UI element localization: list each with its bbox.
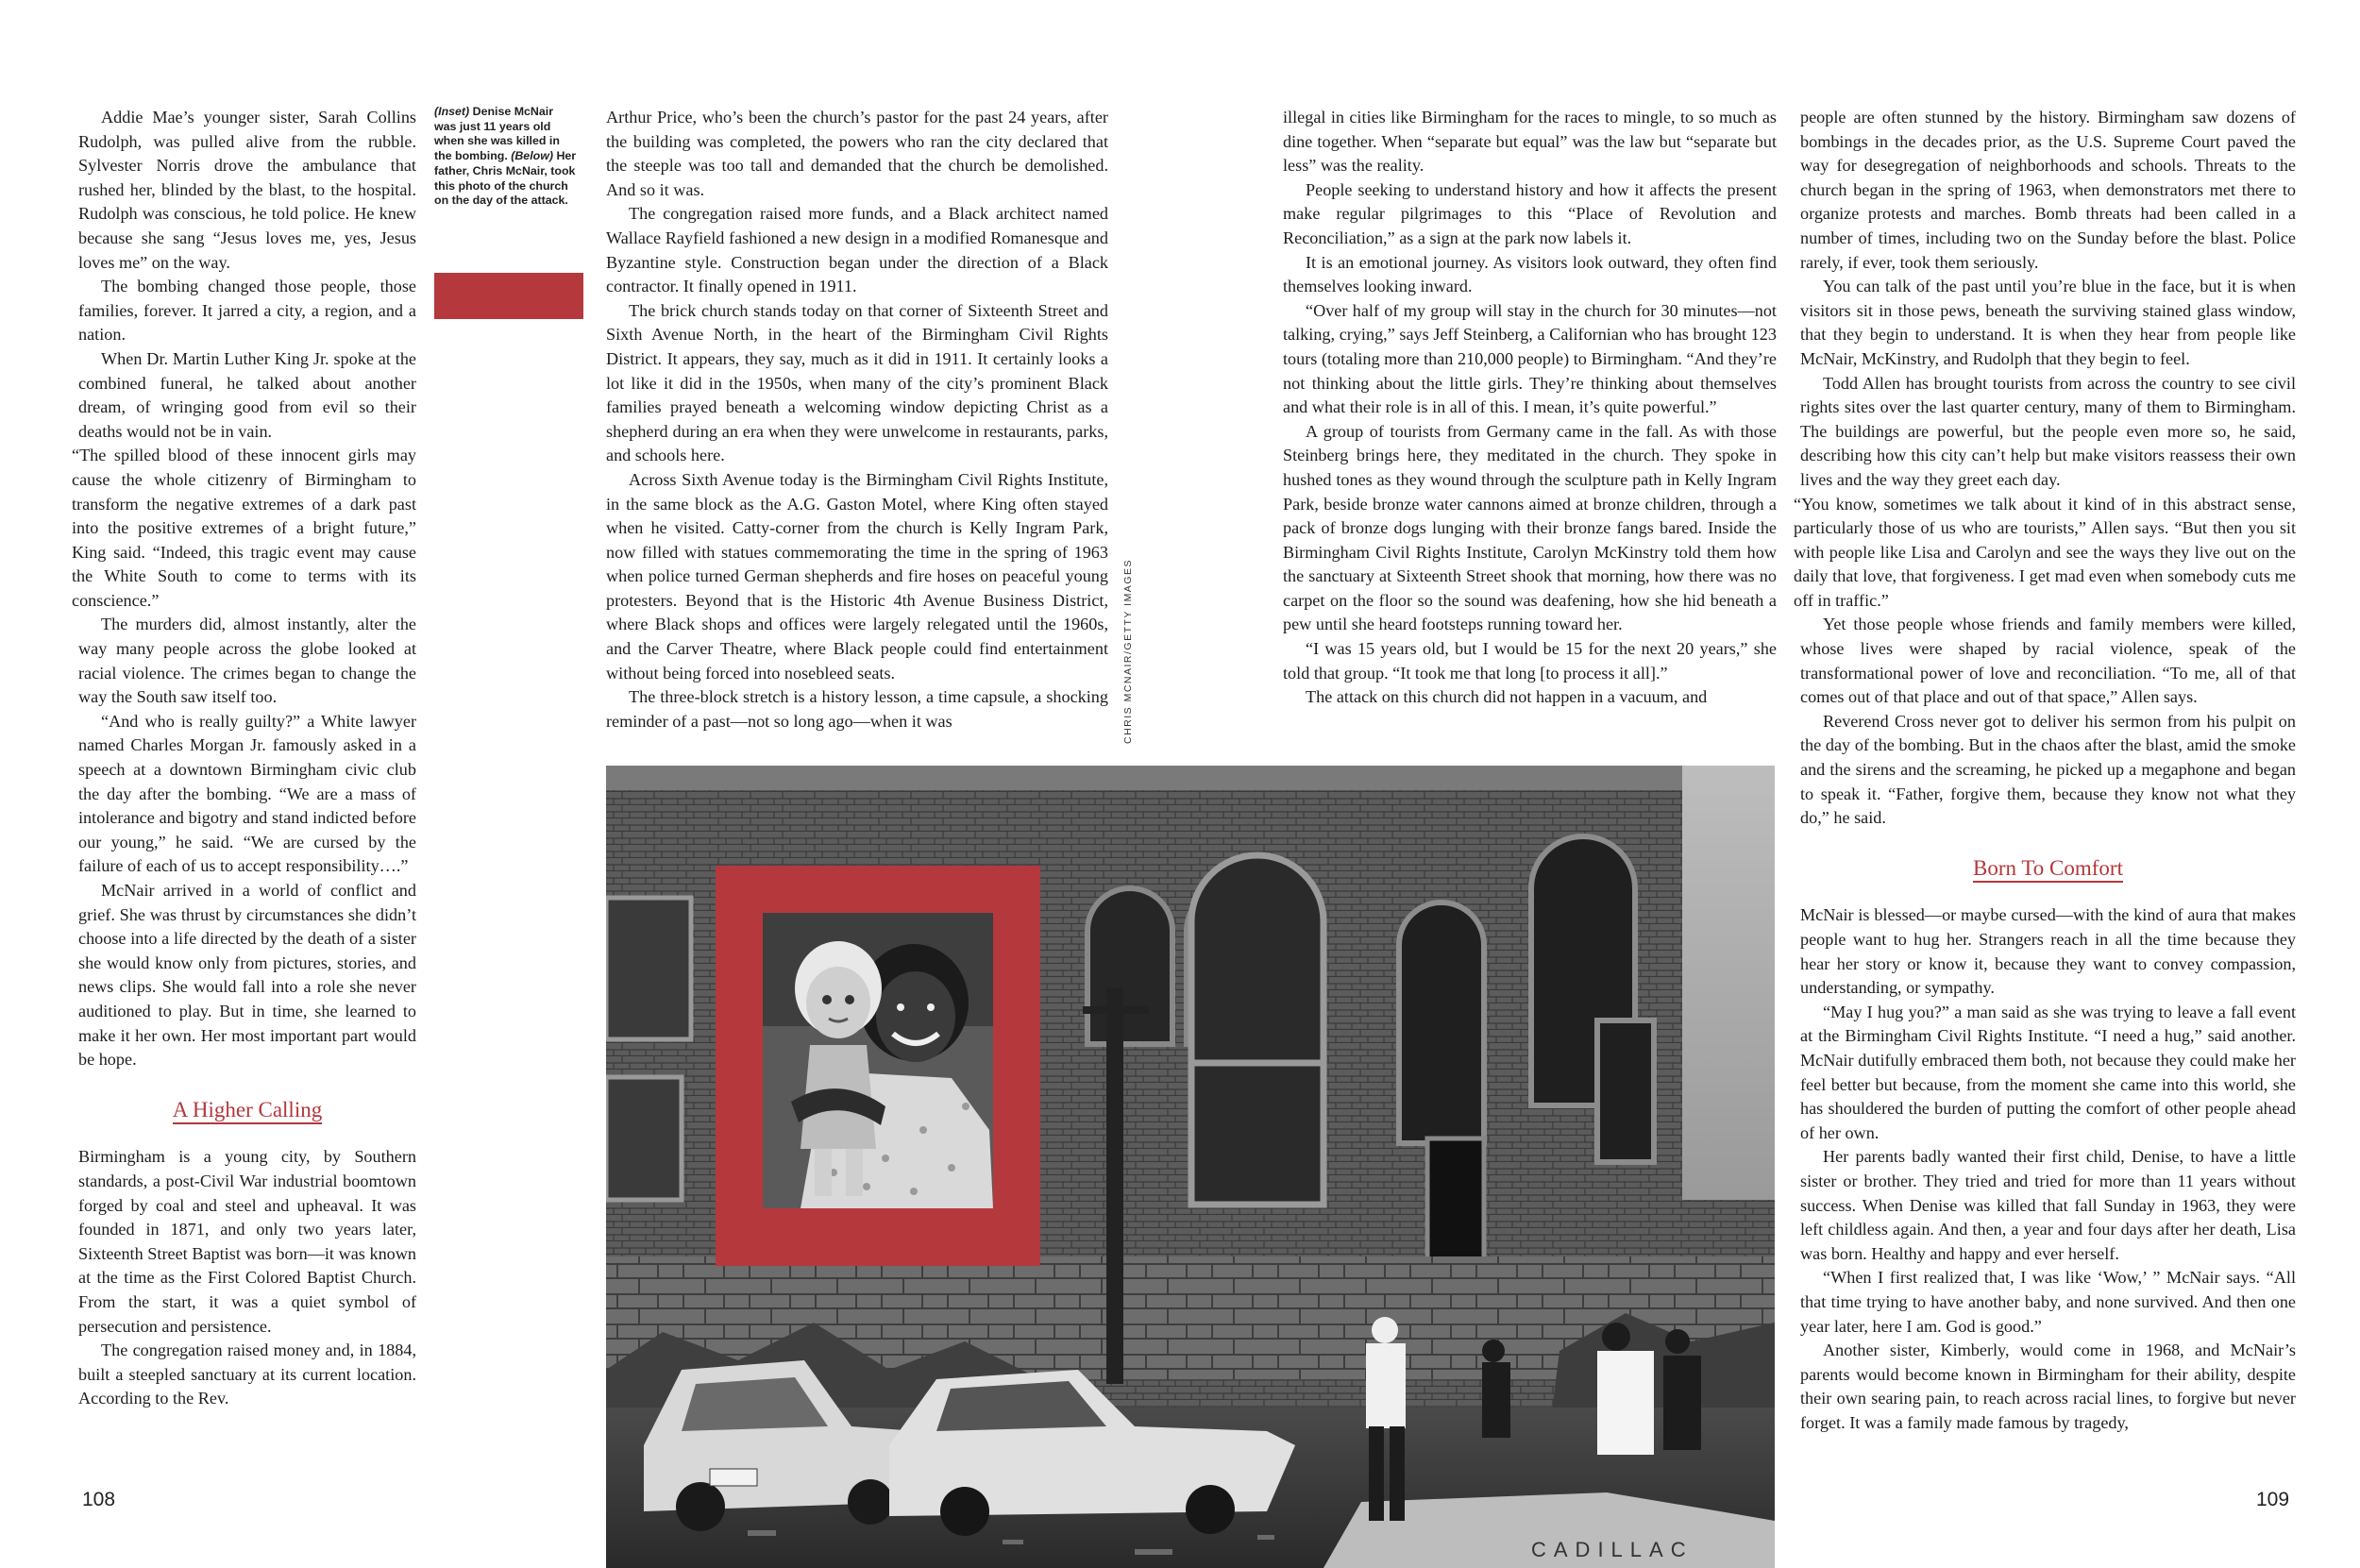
paragraph: McNair is blessed—or maybe cursed—with the kind of aura that makes people want to hug her. Strangers reach in all the time because they hear her story or know it, because they want to convey compassion, understanding, or sympathy.: [1800, 905, 2296, 998]
page-number-left: 108: [82, 1489, 116, 1510]
paragraph: Todd Allen has brought tourists from across the country to see civil rights sites over the last quarter century, many of them to Birmingham. The buildings are powerful, but the people even more so, he said, describing how this city can’t help but make visitors reassess their own lives and the way they greet each day.: [1800, 373, 2296, 489]
paragraph: The three-block stretch is a history lesson, a time capsule, a shocking reminder of a past—not so long ago—when it was: [606, 687, 1108, 731]
paragraph: people are often stunned by the history. Birmingham saw dozens of bombings in the decades prior, as the U.S. Supreme Court paved the way for desegregation of neighborhoods and schools. Threats to the church began in the spring of 1963, when demonstrators met there to organize protests and marches. Bomb threats had been called in a number of times, including two on the Sunday before the blast. Police rarely, if ever, took them seriously.: [1800, 108, 2296, 272]
paragraph: “May I hug you?” a man said as she was trying to leave a fall event at the Birmingham Civil Rights Institute. “I need a hug,” said another. McNair dutifully embraced them both, not because they could make her feel better but because, from the moment she came into this world, she has shouldered the burden of putting the comfort of other people ahead of her own.: [1800, 1002, 2296, 1142]
paragraph: When Dr. Martin Luther King Jr. spoke at the combined funeral, he talked about another dream, of wringing good from evil so their deaths would not be in vain.: [78, 348, 416, 441]
subhead-born-to-comfort: Born To Comfort: [1800, 856, 2296, 881]
photo-credit: CHRIS MCNAIR/GETTY IMAGES: [1122, 559, 1134, 744]
paragraph: Arthur Price, who’s been the church’s pastor for the past 24 years, after the building was completed, the powers who ran the city declared that the steeple was too tall and demanded that the church be demolished. And so it was.: [606, 108, 1108, 199]
paragraph: It is an emotional journey. As visitors look outward, they often find themselves looking inward.: [1283, 252, 1777, 296]
paragraph: “Over half of my group will stay in the church for 30 minutes—not talking, crying,” says Jeff Steinberg, a Californian who has brought 123 tours (totaling more than 210,000 people) to Birmingham. “And they’re not thinking about the little girls. They’re thinking about themselves and what their role is in all of this. I mean, it’s quite powerful.”: [1283, 300, 1777, 417]
photo-caption: (Inset) Denise McNair was just 11 years old when she was killed in the bombing. (Below) Her father, Chris McNair, took this photo of the church on the day of the attack.: [434, 105, 577, 208]
paragraph: A group of tourists from Germany came in the fall. As with those Steinberg brings here, they meditated in the church. They spoke in hushed tones as they wound through the sculpture path in Kelly Ingram Park, beside bronze water cannons aimed at bronze children, through a pack of bronze dogs lunging with their bronze fangs bared. Inside the Birmingham Civil Rights Institute, Carolyn McKinstry told them how the sanctuary at Sixteenth Street shook that morning, how there was no carpet on the floor so the sound was deafening, how she hid beneath a pew until she heard footsteps running toward her.: [1283, 421, 1777, 634]
girl-with-doll-photo: [763, 913, 993, 1208]
paragraph: Birmingham is a young city, by Southern standards, a post-Civil War industrial boomtown forged by coal and steel and upheaval. It was founded in 1871, and only two years later, Sixteenth Street Baptist was born—it was known at the time as the First Colored Baptist Church. From the start, it was a quiet symbol of persecution and persistence.: [78, 1147, 416, 1336]
page-number-right: 109: [2256, 1489, 2290, 1510]
paragraph: The congregation raised money and, in 1884, built a steepled sanctuary at its current location. According to the Rev.: [78, 1340, 416, 1408]
paragraph: “When I first realized that, I was like ‘Wow,’ ” McNair says. “All that time trying to have another baby, and none survived. And then one year later, here I am. God is good.”: [1800, 1268, 2296, 1336]
paragraph: The congregation raised more funds, and a Black architect named Wallace Rayfield fashioned a new design in a modified Romanesque and Byzantine style. Construction began under the direction of a Black contractor. It finally opened in 1911.: [606, 204, 1108, 296]
paragraph: Yet those people whose friends and family members were killed, whose lives were shaped by racial violence, speak of the transformational power of love and reconciliation. “To me, all of that comes out of that place and out of that space,” Allen says.: [1800, 615, 2296, 707]
paragraph: Addie Mae’s younger sister, Sarah Collins Rudolph, was pulled alive from the rubble. Sylvester Norris drove the ambulance that rushed her, blinded by the blast, to the hospital. Rudolph was conscious, he told police. He knew because she sang “Jesus loves me, yes, Jesus loves me” on the way.: [78, 108, 416, 272]
paragraph: Her parents badly wanted their first child, Denise, to have a little sister or brother. They tried and tried for more than 11 years without success. When Denise was killed that fall Sunday in 1963, they were left childless again. And then, a year and four days after her death, Lisa was born. Healthy and happy and ever herself.: [1800, 1147, 2296, 1263]
paragraph: Another sister, Kimberly, would come in 1968, and McNair’s parents would become known in Birmingham for their ability, despite their own searing pain, to reach across racial lines, to forgive but never forget. It was a family made famous by tragedy,: [1800, 1340, 2296, 1432]
paragraph: “And who is really guilty?” a White lawyer named Charles Morgan Jr. famously asked in a speech at a downtown Birmingham civic club the day after the bombing. “We are a mass of intolerance and bigotry and stand indicted before our young,” he said. “We are cursed by the failure of each of us to accept responsibility….”: [78, 711, 416, 876]
paragraph: People seeking to understand history and how it affects the present make regular pilgrimages to this “Place of Revolution and Reconciliation,” as a sign at the park now labels it.: [1283, 179, 1777, 247]
car-badge-text: CADILLAC: [1531, 1538, 1694, 1561]
subhead-higher-calling: A Higher Calling: [78, 1098, 416, 1122]
caption-accent-block: [434, 273, 583, 319]
girl-with-doll-photo-icon: [763, 913, 993, 1208]
paragraph: Across Sixth Avenue today is the Birmingham Civil Rights Institute, in the same block as the A.G. Gaston Motel, where King often stayed when he visited. Catty-corner from the church is Kelly Ingram Park, now filled with statues commemorating the time in the spring of 1963 when police turned German shepherds and fire hoses on peaceful young protesters. Beyond that is the Historic 4th Avenue Business District, where Black shops and offices were largely relegated until the 1960s, and the Carver Theatre, where Black people could find entertainment without being forced into nosebleed seats.: [606, 469, 1108, 683]
paragraph: “You know, sometimes we talk about it kind of in this abstract sense, particularly those of us who are tourists,” Allen says. “But then you sit with people like Lisa and Carolyn and see the ways they live out on the daily that love, that forgiveness. I get mad even when somebody cuts me off in traffic.”: [1794, 494, 2296, 610]
paragraph: The brick church stands today on that corner of Sixteenth Street and Sixth Avenue North, in the heart of the Birmingham Civil Rights District. It appears, they say, much as it did in 1911. It certainly looks a lot like it did in the 1950s, when many of the city’s prominent Black families prayed beneath a welcoming window depicting Christ as a shepherd during an era when they were unwelcome in restaurants, parks, and schools here.: [606, 300, 1108, 465]
paragraph: “The spilled blood of these innocent girls may cause the whole citizenry of Birmingham to transform the negative extremes of a dark past into the positive extremes of a bright future,” King said. “Indeed, this tragic event may cause the White South to come to terms with its conscience.”: [72, 446, 416, 610]
paragraph: “I was 15 years old, but I would be 15 for the next 20 years,” she told that group. “It took me that long [to process it all].”: [1283, 639, 1777, 683]
paragraph: You can talk of the past until you’re blue in the face, but it is when visitors sit in those pews, beneath the surviving stained glass window, that they begin to understand. It is when they hear from people like McNair, McKinstry, and Rudolph that they begin to feel.: [1800, 277, 2296, 368]
article-column-3: [1283, 106, 1777, 710]
article-column-4: [1794, 106, 2296, 1435]
article-column-2: [606, 106, 1108, 733]
paragraph: The murders did, almost instantly, alter the way many people across the globe looked at racial violence. The crimes began to change the way the South saw itself too.: [78, 615, 416, 707]
paragraph: McNair arrived in a world of conflict and grief. She was thrust by circumstances she didn’t choose into a life directed by the death of a sister she would know only from pictures, stories, and news clips. She would fall into a role she never auditioned to play. But in time, she learned to make it her own. Her most important part would be hope.: [78, 881, 416, 1070]
paragraph: The attack on this church did not happen in a vacuum, and: [1306, 687, 1708, 707]
paragraph: The bombing changed those people, those families, forever. It jarred a city, a region, and a nation.: [78, 277, 416, 345]
paragraph: Reverend Cross never got to deliver his sermon from his pulpit on the day of the bombing. But in the chaos after the blast, amid the smoke and the sirens and the screaming, he picked up a megaphone and began to speak it. “Father, forgive them, because they know not what they do,” he said.: [1800, 711, 2296, 828]
paragraph: illegal in cities like Birmingham for the races to mingle, to so much as dine together. When “separate but equal” was the law but “separate but less” was the reality.: [1283, 108, 1777, 176]
article-column-1: [72, 106, 416, 1411]
